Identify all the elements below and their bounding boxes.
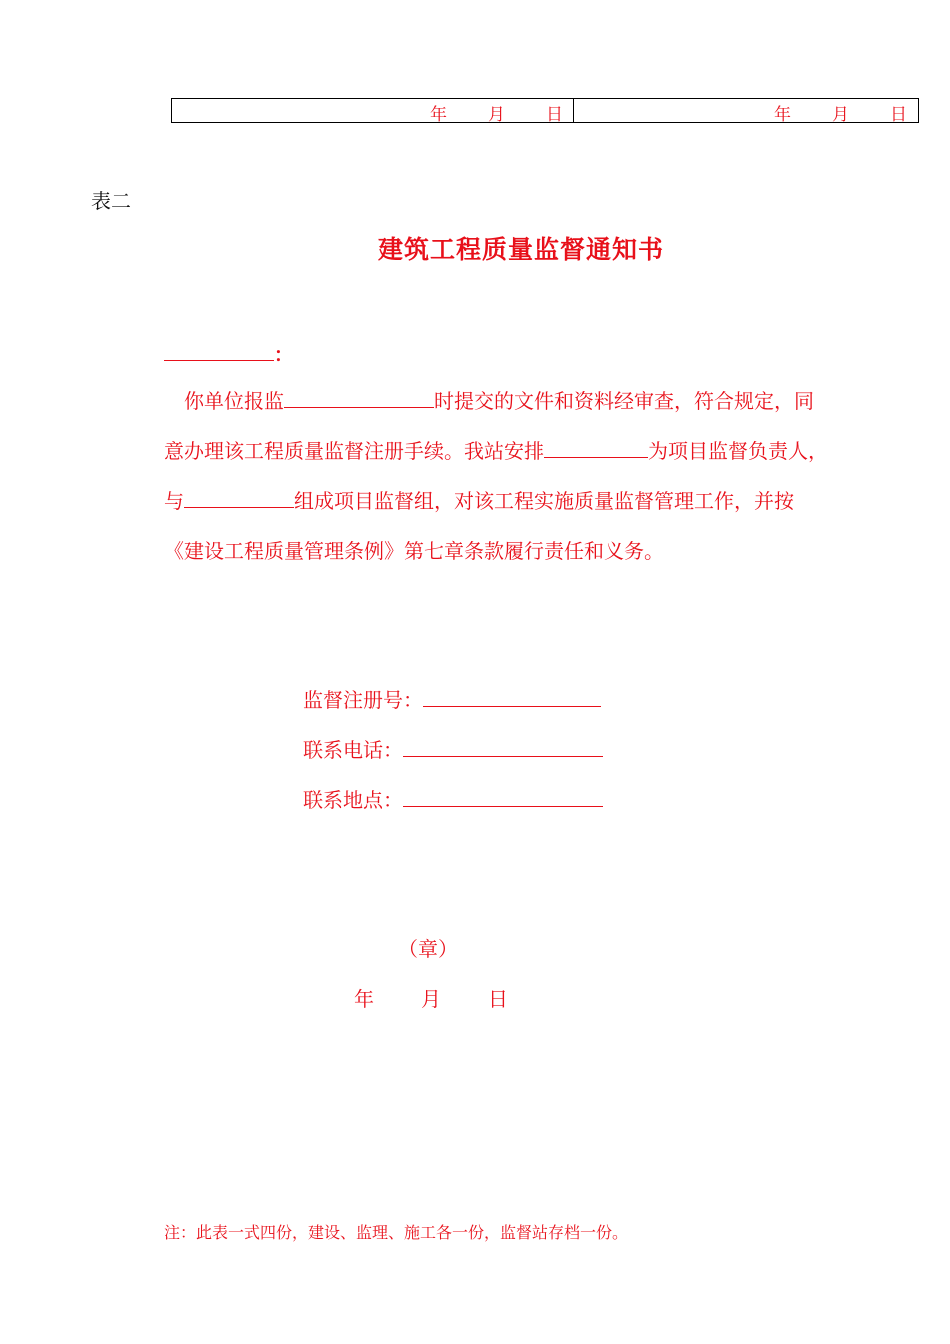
body-line-4 — [164, 535, 664, 564]
sign-month: 月 — [421, 987, 441, 1011]
report-time-blank[interactable] — [284, 386, 434, 408]
year-label: 年 — [430, 105, 447, 125]
registration-field — [303, 684, 601, 713]
month-label: 月 — [488, 105, 505, 125]
table-label: 表二 — [91, 189, 131, 213]
page-title: 建筑工程质量监督通知书 — [377, 235, 664, 264]
team-member-blank[interactable] — [184, 486, 294, 508]
body-line-2 — [164, 435, 828, 464]
body-text: 《建设工程质量管理条例》第七章条款履行责任和义务。 — [164, 539, 664, 563]
addressee-blank[interactable] — [164, 340, 274, 361]
body-text: 与 — [164, 489, 184, 513]
body-text: 你单位报监 — [184, 389, 284, 413]
body-text: 时提交的文件和资料经审查，符合规定，同 — [434, 389, 814, 413]
month-label: 月 — [832, 105, 849, 125]
body-line-3 — [164, 485, 794, 514]
registration-label: 监督注册号： — [303, 688, 423, 712]
seal-label: （章） — [398, 937, 458, 961]
sign-day: 日 — [488, 987, 508, 1011]
body-text: 为项目监督负责人， — [648, 439, 828, 463]
address-label: 联系地点： — [303, 788, 403, 812]
footnote: 注：此表一式四份，建设、监理、施工各一份，监督站存档一份。 — [164, 1223, 629, 1242]
registration-blank[interactable] — [423, 685, 601, 707]
address-field — [303, 784, 603, 813]
phone-label: 联系电话： — [303, 738, 403, 762]
year-label: 年 — [774, 105, 791, 125]
sign-year: 年 — [354, 987, 374, 1011]
body-text: 组成项目监督组，对该工程实施质量监督管理工作，并按 — [294, 489, 794, 513]
phone-blank[interactable] — [403, 735, 603, 757]
date-table — [171, 98, 919, 123]
date-cell-right — [574, 99, 918, 125]
phone-field — [303, 734, 603, 763]
date-cell-left — [172, 99, 574, 125]
addressee-line — [164, 340, 293, 367]
addressee-colon: ： — [274, 344, 294, 366]
body-line-1 — [164, 385, 814, 414]
day-label: 日 — [890, 105, 907, 125]
address-blank[interactable] — [403, 785, 603, 807]
body-text: 意办理该工程质量监督注册手续。我站安排 — [164, 439, 544, 463]
supervisor-blank[interactable] — [544, 436, 648, 458]
day-label: 日 — [546, 105, 563, 125]
